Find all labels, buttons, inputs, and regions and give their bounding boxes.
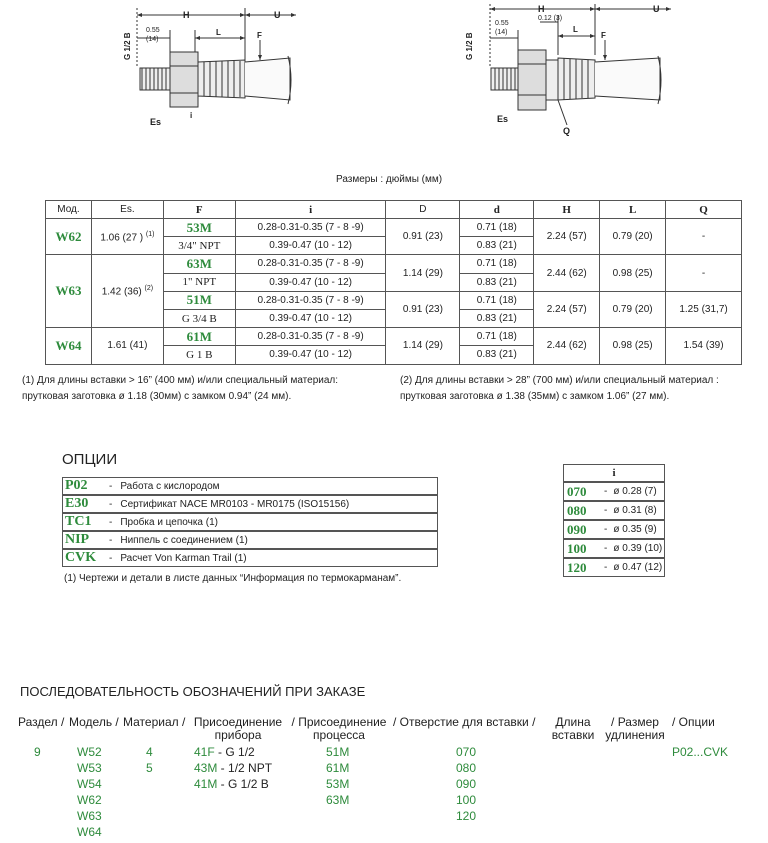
option-item: CVK - Расчет Von Karman Trail (1)	[62, 549, 438, 567]
hdr-instrument: Присоединение прибора	[193, 715, 283, 742]
label-h: H	[183, 10, 190, 20]
label-thread: G 1/2 B	[123, 32, 132, 60]
col-d: d	[460, 201, 534, 219]
cell-D: 1.14 (29)	[386, 255, 460, 291]
hdr-model: Модель /	[69, 715, 119, 729]
seq-materials: 4 5	[146, 745, 153, 775]
hdr-options: / Опции	[672, 715, 715, 729]
col-model: Мод.	[46, 201, 92, 219]
label-l: L	[573, 25, 578, 34]
cell-d: 0.71 (18)	[460, 291, 534, 309]
cell-f-code: 61M	[163, 328, 235, 346]
option-item: E30 - Сертификат NACE MR0103 - MR0175 (ISO15156)	[62, 495, 438, 513]
col-H: H	[534, 201, 600, 219]
hdr-length: Длина вставки	[551, 715, 595, 742]
cell-d: 0.83 (21)	[460, 309, 534, 327]
cell-D: 1.14 (29)	[386, 328, 460, 364]
col-Q: Q	[666, 201, 742, 219]
label-es: Es	[150, 117, 162, 127]
note-1: (1) Для длины вставки > 16” (400 мм) и/или специальный материал: прутковая заготовка ø 1.18 (30мм) с замком 0.94” (24 мм).	[22, 375, 339, 402]
cell-H: 2.24 (57)	[534, 291, 600, 327]
col-D: D	[386, 201, 460, 219]
bore-item: 070 - ø 0.28 (7)	[563, 482, 665, 501]
drawing-right	[455, 0, 675, 140]
label-u: U	[653, 4, 660, 14]
cell-es: 1.42 (36) $^{(2)}$	[91, 255, 163, 328]
cell-i: 0.39-0.47 (10 - 12)	[235, 346, 386, 364]
seq-options: P02...CVK	[672, 745, 729, 759]
cell-i: 0.28-0.31-0.35 (7 - 8 -9)	[235, 219, 386, 237]
dims-caption: Размеры : дюймы (мм)	[336, 174, 443, 185]
ordering-title: ПОСЛЕДОВАТЕЛЬНОСТЬ ОБОЗНАЧЕНИЙ ПРИ ЗАКАЗЕ	[20, 684, 366, 699]
cell-Q: -	[666, 219, 742, 255]
cell-es: 1.61 (41)	[91, 328, 163, 364]
bore-item: 080 - ø 0.31 (8)	[563, 501, 665, 520]
cell-Q: -	[666, 255, 742, 291]
table-row	[46, 255, 742, 273]
cell-d: 0.71 (18)	[460, 219, 534, 237]
label-dim-14: (14)	[495, 29, 508, 36]
cell-f-sub: 1" NPT	[163, 273, 235, 291]
cell-d: 0.71 (18)	[460, 255, 534, 273]
option-item: NIP - Ниппель с соединением (1)	[62, 531, 438, 549]
seq-models: W52 W53 W54 W62 W63 W64	[77, 745, 102, 839]
label-l: L	[216, 28, 221, 37]
cell-H: 2.44 (62)	[534, 328, 600, 364]
cell-L: 0.98 (25)	[600, 255, 666, 291]
label-es: Es	[497, 114, 509, 124]
cell-f-sub: G 1 B	[163, 346, 235, 364]
options-footnote: (1) Чертежи и детали в листе данных “Информация по термокарманам”.	[64, 573, 402, 584]
seq-section: 9	[34, 745, 41, 759]
cell-es: 1.06 (27 ) $^{(1)}$	[91, 219, 163, 255]
seq-instrument: 41F - G 1/2 43M - 1/2 NPT 41M - G 1/2 B	[194, 745, 273, 791]
note-2: (2) Для длины вставки > 28” (700 мм) и/или специальный материал : прутковая заготовка ø 1.38 (35мм) с замком 1.06” (27 мм).	[400, 375, 719, 402]
label-dim-055: 0.55	[495, 20, 509, 27]
label-dim-14: (14)	[146, 36, 159, 43]
cell-d: 0.83 (21)	[460, 346, 534, 364]
table-row	[46, 328, 742, 346]
cell-i: 0.39-0.47 (10 - 12)	[235, 237, 386, 255]
cell-Q: 1.25 (31,7)	[666, 291, 742, 327]
options-title: ОПЦИИ	[62, 451, 118, 468]
cell-D: 0.91 (23)	[386, 291, 460, 327]
hdr-bore: / Отверстие для вставки /	[393, 715, 536, 729]
hdr-process: / Присоединение процесса	[291, 715, 387, 742]
cell-f-code: 51M	[163, 291, 235, 309]
col-f: F	[163, 201, 235, 219]
label-dim-012: 0.12 (3)	[538, 15, 563, 22]
cell-i: 0.28-0.31-0.35 (7 - 8 -9)	[235, 255, 386, 273]
cell-i: 0.39-0.47 (10 - 12)	[235, 273, 386, 291]
cell-model: W63	[46, 255, 92, 328]
cell-L: 0.79 (20)	[600, 291, 666, 327]
option-item: P02 - Работа с кислородом	[62, 477, 438, 495]
option-item: TC1 - Пробка и цепочка (1)	[62, 513, 438, 531]
label-f: F	[257, 31, 262, 40]
cell-H: 2.24 (57)	[534, 219, 600, 255]
cell-i: 0.28-0.31-0.35 (7 - 8 -9)	[235, 328, 386, 346]
label-q: Q	[563, 126, 571, 136]
cell-f-code: 63M	[163, 255, 235, 273]
cell-L: 0.98 (25)	[600, 328, 666, 364]
bore-item: 120 - ø 0.47 (12)	[563, 558, 665, 577]
bore-item: 100 - ø 0.39 (10)	[563, 539, 665, 558]
cell-i: 0.28-0.31-0.35 (7 - 8 -9)	[235, 291, 386, 309]
cell-L: 0.79 (20)	[600, 219, 666, 255]
cell-Q: 1.54 (39)	[666, 328, 742, 364]
col-i: i	[235, 201, 386, 219]
drawing-left	[100, 0, 300, 140]
seq-bores: 070 080 090 100 120	[456, 745, 477, 823]
label-i: i	[190, 111, 193, 120]
hdr-material: Материал /	[123, 715, 186, 729]
seq-process: 51M 61M 53M 63M	[326, 745, 350, 807]
cell-model: W62	[46, 219, 92, 255]
col-es: Es.	[91, 201, 163, 219]
cell-f-code: 53M	[163, 219, 235, 237]
hdr-section: Раздел /	[18, 715, 65, 729]
label-thread: G 1/2 B	[465, 32, 474, 60]
cell-d: 0.83 (21)	[460, 237, 534, 255]
bore-header: i	[563, 464, 665, 482]
label-dim-055: 0.55	[146, 27, 160, 34]
table-header	[46, 201, 742, 219]
label-h: H	[538, 4, 545, 14]
cell-H: 2.44 (62)	[534, 255, 600, 291]
cell-f-sub: 3/4" NPT	[163, 237, 235, 255]
table-row	[46, 219, 742, 237]
cell-D: 0.91 (23)	[386, 219, 460, 255]
label-u: U	[274, 10, 281, 20]
hdr-extension: / Размер удлинения	[605, 715, 665, 742]
bore-item: 090 - ø 0.35 (9)	[563, 520, 665, 539]
cell-d: 0.83 (21)	[460, 273, 534, 291]
label-f: F	[601, 31, 606, 40]
cell-f-sub: G 3/4 B	[163, 309, 235, 327]
cell-model: W64	[46, 328, 92, 364]
spec-table	[45, 200, 742, 365]
cell-i: 0.39-0.47 (10 - 12)	[235, 309, 386, 327]
col-L: L	[600, 201, 666, 219]
cell-d: 0.71 (18)	[460, 328, 534, 346]
